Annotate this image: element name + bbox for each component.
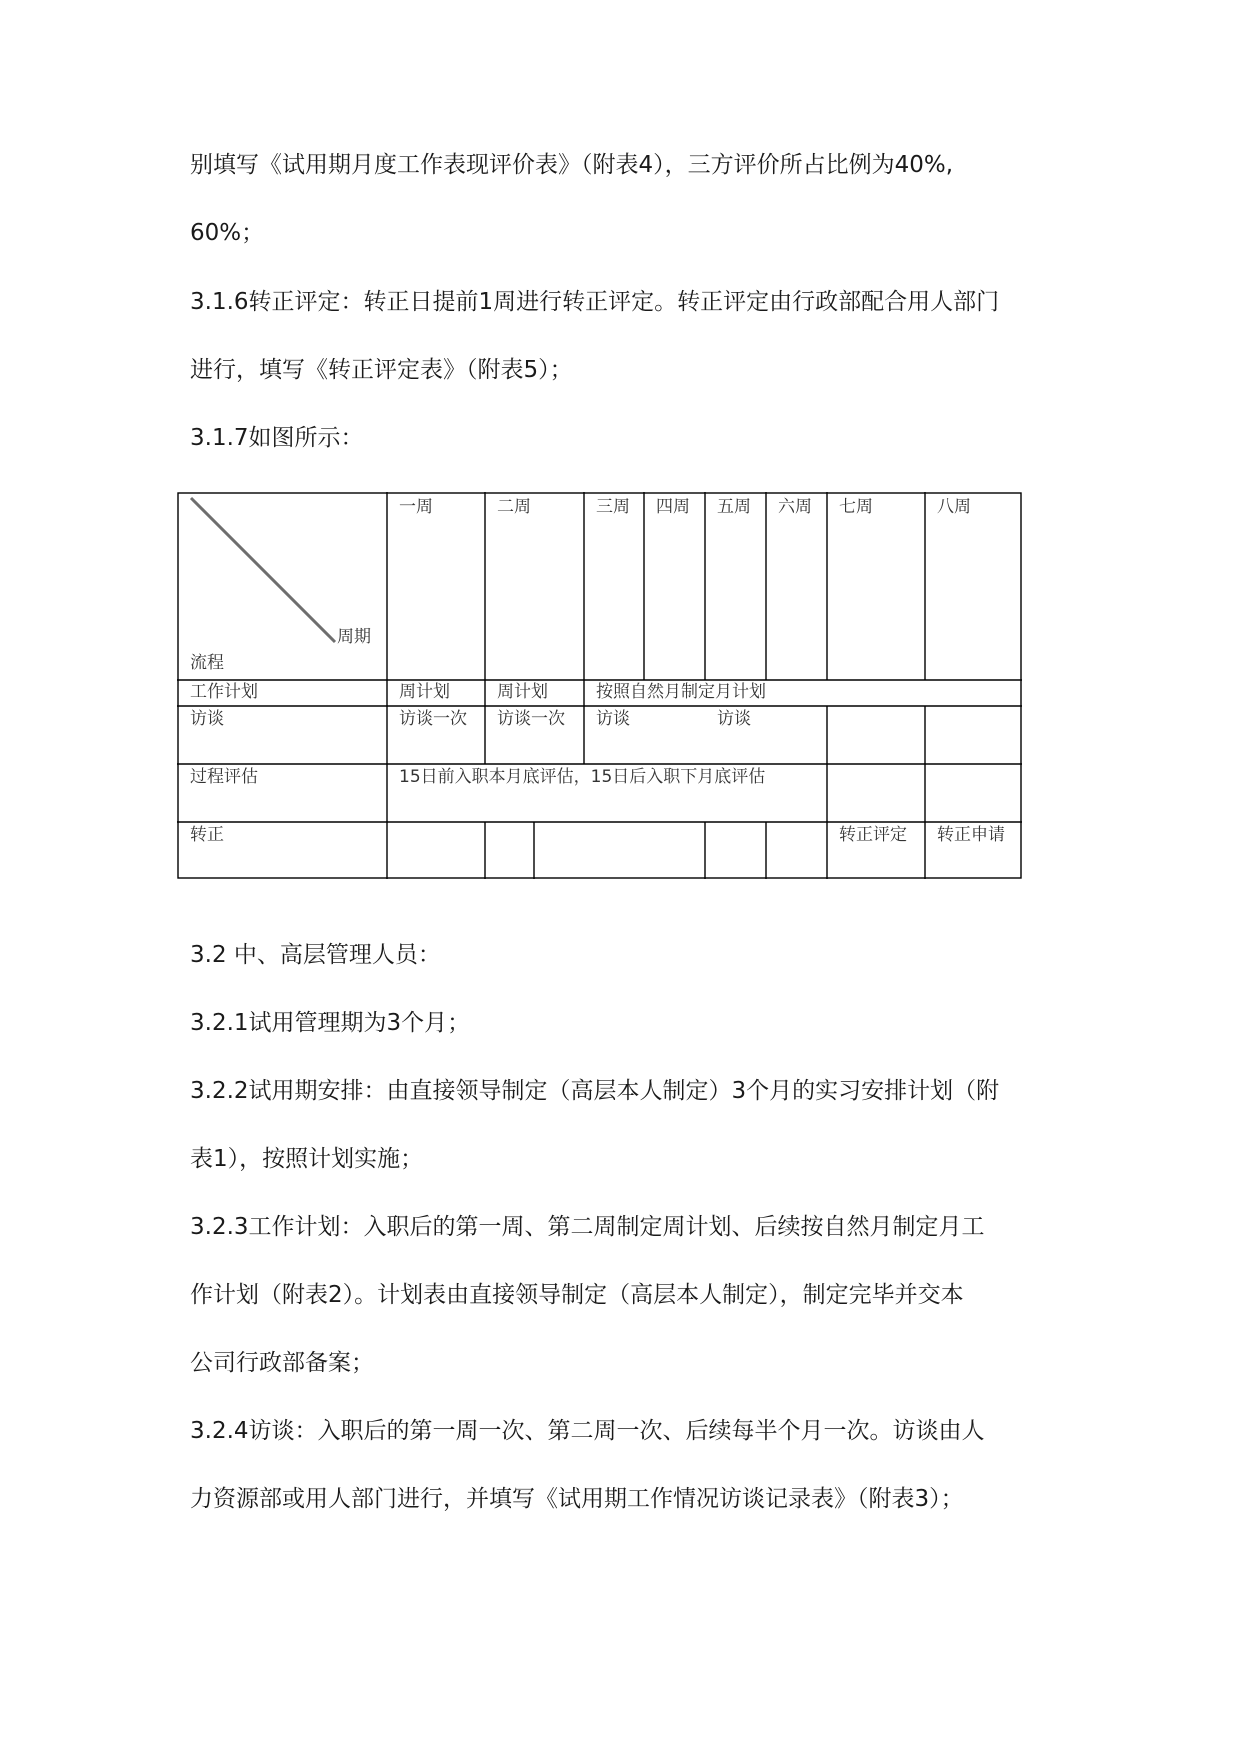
paragraph-line: 力资源部或用人部门进行，并填写《试用期工作情况访谈记录表》（附表3）； [190,1486,964,1512]
corner-label-period: 周期 [337,627,371,647]
table-cell: 转正评定 [839,825,907,845]
week-header: 三周 [596,497,630,517]
week-header: 八周 [937,497,971,517]
paragraph-line: 3.2.2试用期安排：由直接领导制定（高层本人制定）3个月的实习安排计划（附 [190,1078,1000,1104]
paragraph-line: 3.1.7如图所示： [190,425,364,451]
row-label-process-eval: 过程评估 [190,767,258,787]
table-cell: 访谈一次 [497,709,565,729]
week-header: 一周 [399,497,433,517]
table-cell: 15日前入职本月底评估，15日后入职下月底评估 [399,767,766,787]
paragraph-line: 3.2.4访谈：入职后的第一周一次、第二周一次、后续每半个月一次。访谈由人 [190,1418,985,1444]
week-header: 五周 [717,497,751,517]
probation-schedule-table [177,492,1022,879]
corner-diagonal-line [191,498,335,642]
week-header: 二周 [497,497,531,517]
paragraph-line: 3.2 中、高层管理人员： [190,942,441,968]
table-cell: 按照自然月制定月计划 [596,682,766,702]
paragraph-line: 公司行政部备案； [190,1350,374,1376]
table-cell: 周计划 [497,682,548,702]
table-cell: 访谈 [596,709,630,729]
row-label-work-plan: 工作计划 [190,682,258,702]
row-label-interview: 访谈 [190,709,224,729]
paragraph-line: 3.2.1试用管理期为3个月； [190,1010,471,1036]
paragraph-line: 作计划（附表2）。计划表由直接领导制定（高层本人制定），制定完毕并交本 [190,1282,964,1308]
paragraph-line: 表1），按照计划实施； [190,1146,424,1172]
row-label-regularization: 转正 [190,825,224,845]
paragraph-line: 别填写《试用期月度工作表现评价表》（附表4），三方评价所占比例为40%, [190,152,954,178]
table-cell: 访谈 [717,709,751,729]
corner-label-process: 流程 [190,653,224,673]
week-header: 四周 [656,497,690,517]
week-header: 七周 [839,497,873,517]
table-cell: 转正申请 [937,825,1005,845]
table-cell: 访谈一次 [399,709,467,729]
week-header: 六周 [778,497,812,517]
table-cell: 周计划 [399,682,450,702]
paragraph-line: 3.2.3工作计划：入职后的第一周、第二周制定周计划、后续按自然月制定月工 [190,1214,985,1240]
paragraph-line: 进行，填写《转正评定表》（附表5）； [190,357,573,383]
paragraph-line: 60%； [190,220,265,246]
paragraph-line: 3.1.6转正评定：转正日提前1周进行转正评定。转正评定由行政部配合用人部门 [190,289,1000,315]
